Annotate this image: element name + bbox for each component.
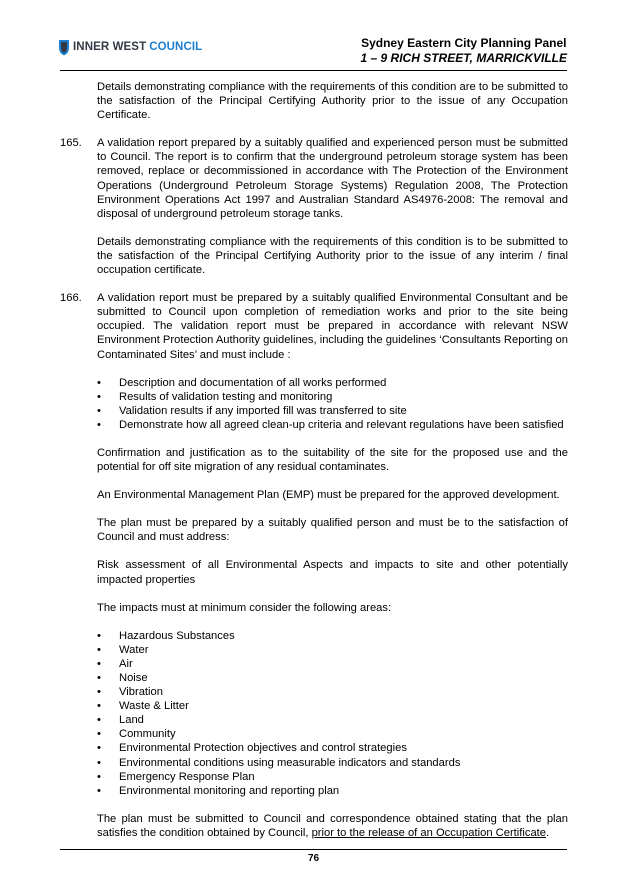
council-logo <box>58 38 202 56</box>
bullet-icon: • <box>97 756 101 769</box>
condition-text: A validation report prepared by a suitably qualified and experienced person must be submitted to Council. The report is to confirm that the underground petroleum storage system has been removed, replace or decommissioned in accordance with The Protection of the Environment Operations (Underground Petroleum Storage Systems) Regulation 2008, The Protection Environment Operations Act 1997 and Australian Standard AS4976-2008: The removal and disposal of underground petroleum storage tanks. <box>97 137 568 220</box>
bullet-icon: • <box>97 742 101 755</box>
footer-divider <box>60 849 567 850</box>
logo-text-council: COUNCIL <box>149 41 203 53</box>
header-title-block <box>361 36 567 66</box>
validation-requirements-list <box>97 376 568 432</box>
condition-text: A validation report must be prepared by a suitably qualified Environmental Consultant and be submitted to Council upon completion of remediation works and prior to the site being occupied. The validation report must be prepared in accordance with relevant NSW Environment Protection Authority guidelines, including the guidelines ‘Consultants Reporting on Contaminated Sites’ and must include : <box>97 292 568 361</box>
condition-number: 165. <box>60 137 82 150</box>
condition-165-compliance: Details demonstrating compliance with the requirements of this condition is to be submitted to the satisfaction of the Principal Certifying Authority prior to the issue of any interim / final occupation certificate. <box>97 235 568 277</box>
bullet-icon: • <box>97 700 101 713</box>
bullet-icon: • <box>97 376 101 389</box>
list-item: • Emergency Response Plan <box>97 770 255 783</box>
list-item: • Environmental Protection objectives and control strategies <box>97 742 407 755</box>
council-shield-icon <box>58 39 70 56</box>
list-item: • Environmental conditions using measurable indicators and standards <box>97 756 461 769</box>
condition-number: 166. <box>60 292 82 305</box>
emp-paragraph: An Environmental Management Plan (EMP) must be prepared for the approved development. <box>97 489 560 502</box>
header-divider <box>60 70 567 71</box>
bullet-icon: • <box>97 728 101 741</box>
intro-compliance-paragraph: Details demonstrating compliance with the requirements of this condition are to be submitted to the satisfaction of the Principal Certifying Authority prior to the issue of any Occupation Certificate. <box>97 81 568 122</box>
list-item: • Validation results if any imported fill was transferred to site <box>97 404 407 417</box>
plan-paragraph: The plan must be prepared by a suitably qualified person and must be to the satisfaction of Council and must address: <box>97 517 568 544</box>
bullet-icon: • <box>97 390 101 403</box>
bullet-icon: • <box>97 418 101 431</box>
site-address: 1 – 9 RICH STREET, MARRICKVILLE <box>360 51 567 65</box>
bullet-icon: • <box>97 714 101 727</box>
bullet-icon: • <box>97 657 101 670</box>
impacts-intro: The impacts must at minimum consider the following areas: <box>97 601 392 614</box>
list-item: • Environmental monitoring and reporting plan <box>97 784 340 797</box>
page-number: 76 <box>307 853 320 864</box>
bullet-icon: • <box>97 686 101 699</box>
list-item: • Vibration <box>97 686 163 699</box>
list-item: • Hazardous Substances <box>97 629 235 642</box>
panel-title: Sydney Eastern City Planning Panel <box>361 36 567 50</box>
risk-paragraph: Risk assessment of all Environmental Aspects and impacts to site and other potentially impacted properties <box>97 559 568 586</box>
list-item: • Noise <box>97 672 148 684</box>
condition-166 <box>60 291 568 361</box>
list-item: • Description and documentation of all works performed <box>97 376 387 389</box>
condition-165 <box>60 136 568 221</box>
logo-text-inner-west: INNER WEST <box>73 41 147 53</box>
list-item: • Waste & Litter <box>97 700 189 713</box>
bullet-icon: • <box>97 672 101 684</box>
bullet-icon: • <box>97 404 101 417</box>
page-header <box>0 0 627 70</box>
list-item: • Water <box>97 643 149 656</box>
impact-areas-list <box>97 629 568 798</box>
list-item: • Air <box>97 657 133 670</box>
list-item: • Community <box>97 728 176 741</box>
confirmation-paragraph: Confirmation and justification as to the suitability of the site for the proposed use and the potential for off site migration of any residual contaminates. <box>97 446 568 474</box>
list-item: • Results of validation testing and monitoring <box>97 390 333 403</box>
bullet-icon: • <box>97 770 101 783</box>
document-body <box>60 80 568 840</box>
final-paragraph: The plan must be submitted to Council and correspondence obtained stating that the plan satisfies the condition obtained by Council, prior to the release of an Occupation Certificate. <box>97 812 568 839</box>
bullet-icon: • <box>97 784 101 797</box>
list-item: • Land <box>97 714 144 727</box>
occupation-certificate-deadline: prior to the release of an Occupation Certificate <box>311 826 547 839</box>
list-item: • Demonstrate how all agreed clean-up criteria and relevant regulations have been satisfied <box>97 418 564 431</box>
bullet-icon: • <box>97 643 101 656</box>
bullet-icon: • <box>97 629 101 642</box>
